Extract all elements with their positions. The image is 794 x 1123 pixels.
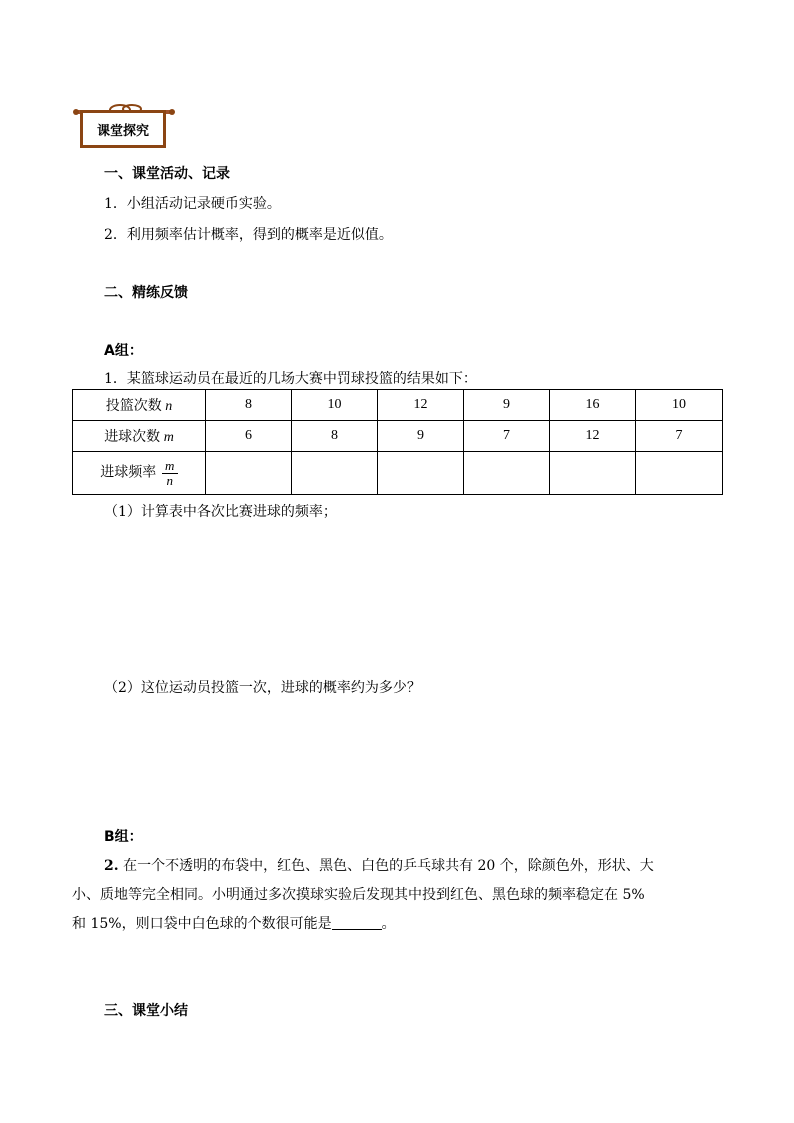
answer-cell[interactable] <box>292 452 378 495</box>
table-row <box>73 452 723 495</box>
shooting-results-table <box>72 389 723 495</box>
section1-item-1: 1．小组活动记录硬币实验。 <box>104 196 281 212</box>
answer-cell[interactable] <box>636 452 723 495</box>
table-cell: 8 <box>206 390 292 421</box>
row-header-made <box>73 421 206 452</box>
answer-cell[interactable] <box>206 452 292 495</box>
fraction-denominator: n <box>166 472 173 488</box>
group-a-label: A组： <box>104 343 143 359</box>
row-label: 投篮次数 <box>105 399 162 414</box>
table-cell: 7 <box>636 421 723 452</box>
table-row <box>73 390 723 421</box>
question-2-text: 在一个不透明的布袋中，红色、黑色、白色的乒乓球共有 20 个，除颜色外，形状、大 <box>118 858 654 874</box>
question-2-text: 和 15%，则口袋中白色球的个数很可能是 <box>72 916 332 932</box>
table-cell: 7 <box>464 421 550 452</box>
answer-cell[interactable] <box>550 452 636 495</box>
table-cell: 10 <box>636 390 723 421</box>
answer-blank[interactable] <box>332 915 382 930</box>
question-2-line-2: 小、质地等完全相同。小明通过多次摸球实验后发现其中投到红色、黑色球的频率稳定在 5% <box>72 887 645 903</box>
sub-question-2: （2）这位运动员投篮一次，进球的概率约为多少？ <box>104 680 421 696</box>
table-cell: 8 <box>292 421 378 452</box>
question-2-end: 。 <box>381 916 396 932</box>
question-2-line-1 <box>104 856 654 876</box>
section1-item-2: 2．利用频率估计概率，得到的概率是近似值。 <box>104 227 393 243</box>
question-2-line-3 <box>72 914 396 934</box>
table-cell: 9 <box>378 421 464 452</box>
table-cell: 16 <box>550 390 636 421</box>
row-header-attempts <box>73 390 206 421</box>
badge-frame <box>80 110 166 148</box>
row-header-frequency <box>73 452 206 495</box>
answer-cell[interactable] <box>378 452 464 495</box>
sub-question-1: （1）计算表中各次比赛进球的频率； <box>104 504 337 520</box>
table-cell: 10 <box>292 390 378 421</box>
section1-heading: 一、课堂活动、记录 <box>104 166 230 182</box>
section2-heading: 二、精练反馈 <box>104 285 188 301</box>
row-label: 进球次数 <box>104 430 161 445</box>
group-b-label: B组： <box>104 829 143 845</box>
table-cell: 6 <box>206 421 292 452</box>
variable-m: m <box>163 430 174 445</box>
badge-label: 课堂探究 <box>96 123 149 139</box>
question-1: 1．某篮球运动员在最近的几场大赛中罚球投篮的结果如下： <box>104 371 477 387</box>
fraction-m-over-n <box>162 459 178 488</box>
answer-cell[interactable] <box>464 452 550 495</box>
table-row <box>73 421 723 452</box>
section3-heading: 三、课堂小结 <box>104 1003 188 1019</box>
table-cell: 12 <box>550 421 636 452</box>
variable-n: n <box>165 399 173 414</box>
row-label: 进球频率 <box>100 465 157 481</box>
table-cell: 9 <box>464 390 550 421</box>
question-2-number: 2. <box>104 858 119 874</box>
fraction-numerator: m <box>165 457 175 473</box>
section-badge <box>72 96 178 156</box>
table-cell: 12 <box>378 390 464 421</box>
